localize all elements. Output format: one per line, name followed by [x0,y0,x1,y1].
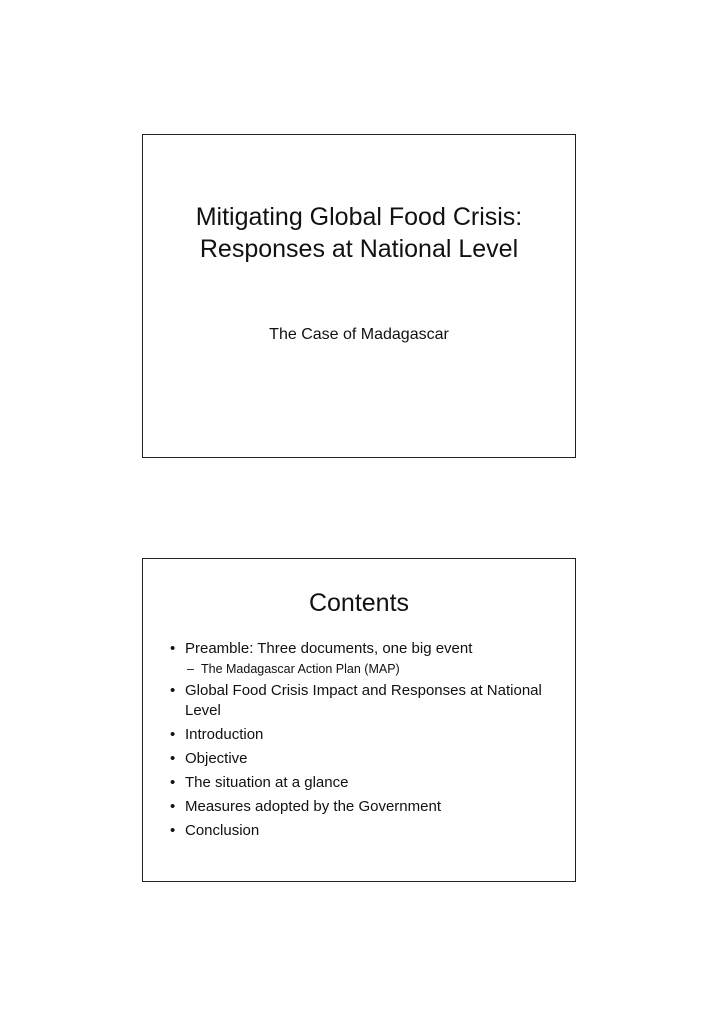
slide-subtitle: The Case of Madagascar [269,326,449,343]
contents-list [170,639,550,845]
title-slide [142,134,576,458]
dash-icon: – [187,662,194,676]
sub-list-item-text: The Madagascar Action Plan (MAP) [201,662,400,676]
bullet-icon: • [170,750,176,767]
bullet-icon: • [170,640,176,657]
list-item-text: Introduction [185,726,264,743]
slide-title-line-1: Mitigating Global Food Crisis: [195,203,523,231]
list-item-text: Conclusion [185,822,260,839]
list-item [170,725,550,745]
sub-list-item [170,661,550,677]
contents-heading: Contents [308,589,410,617]
list-item [170,639,550,659]
list-item [170,821,550,841]
bullet-icon: • [170,798,176,815]
contents-slide [142,558,576,882]
slide-title [143,201,575,265]
bullet-icon: • [170,726,176,743]
bullet-icon: • [170,682,176,699]
bullet-icon: • [170,822,176,839]
slide-title-line-2: Responses at National Level [199,235,519,263]
list-item-text: Objective [185,750,248,767]
list-item-text: The situation at a glance [185,774,349,791]
bullet-icon: • [170,774,176,791]
list-item [170,773,550,793]
list-item [170,797,550,817]
list-item-text: Global Food Crisis Impact and Responses at National Level [185,682,542,719]
list-item [170,749,550,769]
list-item-text: Preamble: Three documents, one big event [185,640,473,657]
list-item-text: Measures adopted by the Government [185,798,441,815]
list-item [170,681,550,721]
